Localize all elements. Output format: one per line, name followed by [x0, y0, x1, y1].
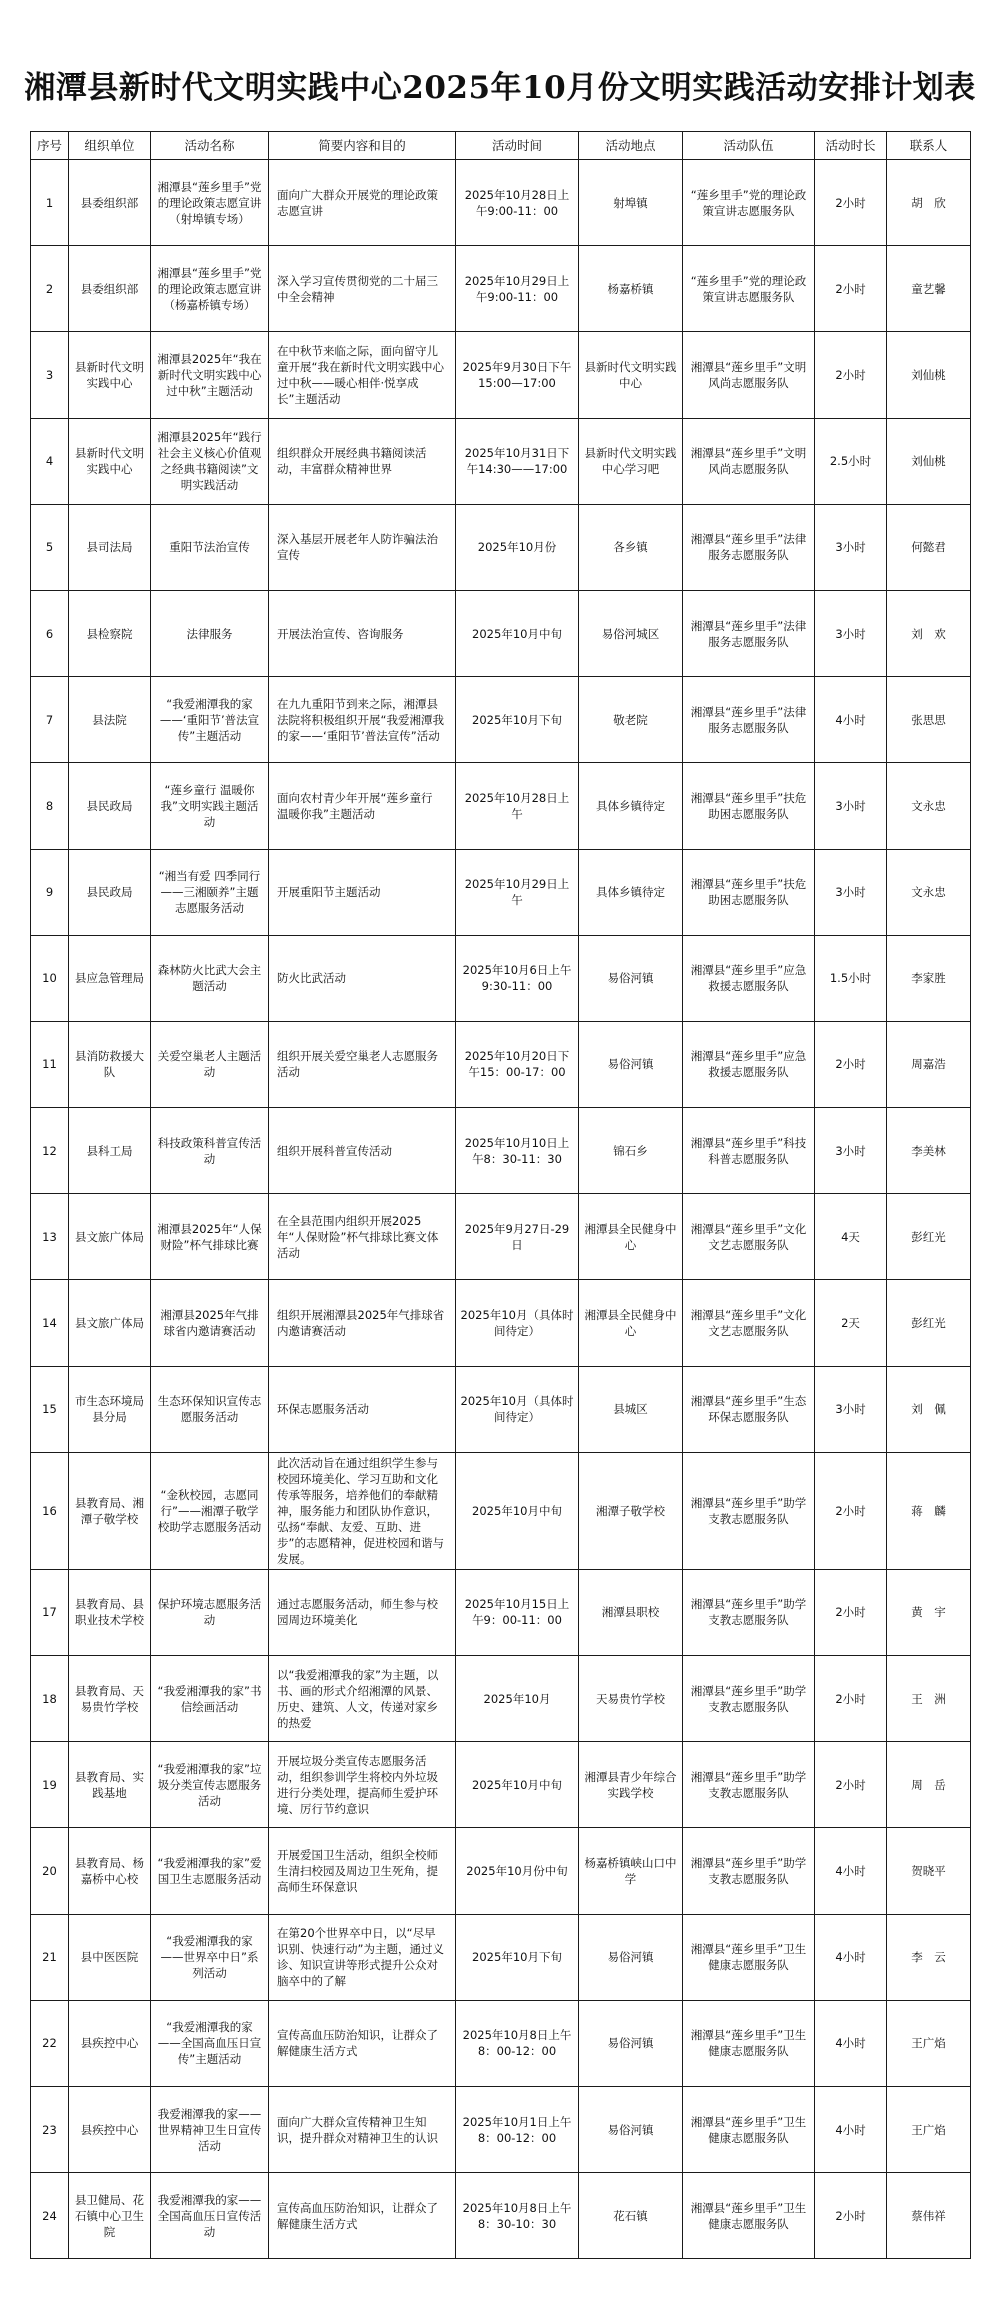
- serial-cell: 3: [31, 332, 69, 418]
- location-cell: 锦石乡: [579, 1108, 683, 1194]
- serial-cell: 6: [31, 590, 69, 676]
- description-cell: 组织开展湘潭县2025年气排球省内邀请赛活动: [269, 1280, 456, 1366]
- activity-name-cell: 关爱空巢老人主题活动: [151, 1021, 269, 1107]
- location-cell: 湘潭县全民健身中心: [579, 1280, 683, 1366]
- activity-name-cell: 湘潭县“莲乡里手”党的理论政策志愿宣讲（杨嘉桥镇专场）: [151, 246, 269, 332]
- serial-cell: 15: [31, 1366, 69, 1452]
- document-title: 湘潭县新时代文明实践中心2025年10月份文明实践活动安排计划表: [24, 70, 976, 106]
- organizer-cell: 县教育局、实践基地: [69, 1742, 151, 1828]
- header-cell: 活动队伍: [683, 132, 815, 160]
- duration-cell: 4小时: [815, 677, 887, 763]
- organizer-cell: 县疾控中心: [69, 2000, 151, 2086]
- table-row: [31, 504, 971, 590]
- activity-time-cell: 2025年10月: [456, 1656, 579, 1742]
- description-cell: 开展重阳节主题活动: [269, 849, 456, 935]
- contact-cell: 张思思: [887, 677, 971, 763]
- table-row: [31, 418, 971, 504]
- header-cell: 联系人: [887, 132, 971, 160]
- activity-time-cell: 2025年10月20日下午15：00-17：00: [456, 1021, 579, 1107]
- description-cell: 以“我爱湘潭我的家”为主题，以书、画的形式介绍湘潭的风景、历史、建筑、人文，传递对家乡的热爱: [269, 1656, 456, 1742]
- location-cell: 湘潭县职校: [579, 1569, 683, 1655]
- duration-cell: 4小时: [815, 2086, 887, 2172]
- activity-name-cell: “我爱湘潭我的家——‘重阳节’普法宣传”主题活动: [151, 677, 269, 763]
- location-cell: 湘潭子敬学校: [579, 1452, 683, 1569]
- activity-time-cell: 2025年10月6日上午9:30-11：00: [456, 935, 579, 1021]
- location-cell: 花石镇: [579, 2173, 683, 2259]
- table-row: [31, 1021, 971, 1107]
- contact-cell: 何懿君: [887, 504, 971, 590]
- activity-name-cell: 重阳节法治宣传: [151, 504, 269, 590]
- activity-name-cell: 湘潭县2025年气排球省内邀请赛活动: [151, 1280, 269, 1366]
- team-cell: 湘潭县“莲乡里手”文明风尚志愿服务队: [683, 418, 815, 504]
- header-cell: 活动时间: [456, 132, 579, 160]
- location-cell: 湘潭县青少年综合实践学校: [579, 1742, 683, 1828]
- activity-name-cell: 生态环保知识宣传志愿服务活动: [151, 1366, 269, 1452]
- contact-cell: 刘仙桃: [887, 418, 971, 504]
- organizer-cell: 县文旅广体局: [69, 1194, 151, 1280]
- duration-cell: 3小时: [815, 1366, 887, 1452]
- activity-name-cell: 森林防火比武大会主题活动: [151, 935, 269, 1021]
- activity-name-cell: “金秋校园，志愿同行”——湘潭子敬学校助学志愿服务活动: [151, 1452, 269, 1569]
- team-cell: 湘潭县“莲乡里手”文明风尚志愿服务队: [683, 332, 815, 418]
- team-cell: 湘潭县“莲乡里手”扶危助困志愿服务队: [683, 763, 815, 849]
- contact-cell: 周嘉浩: [887, 1021, 971, 1107]
- organizer-cell: 县民政局: [69, 763, 151, 849]
- activity-time-cell: 2025年10月10日上午8：30-11：30: [456, 1108, 579, 1194]
- activity-time-cell: 2025年10月8日上午8：30-10：30: [456, 2173, 579, 2259]
- contact-cell: 文永忠: [887, 763, 971, 849]
- description-cell: 在九九重阳节到来之际，湘潭县法院将积极组织开展“我爱湘潭我的家——‘重阳节’普法宣传”活动: [269, 677, 456, 763]
- description-cell: 面向广大群众宣传精神卫生知识，提升群众对精神卫生的认识: [269, 2086, 456, 2172]
- organizer-cell: 县文旅广体局: [69, 1280, 151, 1366]
- activity-name-cell: 科技政策科普宣传活动: [151, 1108, 269, 1194]
- activity-time-cell: 2025年10月31日下午14:30——17:00: [456, 418, 579, 504]
- duration-cell: 2小时: [815, 1656, 887, 1742]
- duration-cell: 2小时: [815, 1452, 887, 1569]
- team-cell: 湘潭县“莲乡里手”文化文艺志愿服务队: [683, 1280, 815, 1366]
- location-cell: 各乡镇: [579, 504, 683, 590]
- table-row: [31, 849, 971, 935]
- duration-cell: 4天: [815, 1194, 887, 1280]
- table-row: [31, 1828, 971, 1914]
- activity-name-cell: “我爱湘潭我的家——全国高血压日宣传”主题活动: [151, 2000, 269, 2086]
- table-row: [31, 1742, 971, 1828]
- activity-name-cell: “我爱湘潭我的家”爱国卫生志愿服务活动: [151, 1828, 269, 1914]
- activity-name-cell: 保护环境志愿服务活动: [151, 1569, 269, 1655]
- location-cell: 易俗河镇: [579, 2000, 683, 2086]
- team-cell: 湘潭县“莲乡里手”法律服务志愿服务队: [683, 677, 815, 763]
- activity-time-cell: 2025年10月下旬: [456, 677, 579, 763]
- table-row: [31, 677, 971, 763]
- description-cell: 在全县范围内组织开展2025年“人保财险”杯气排球比赛文体活动: [269, 1194, 456, 1280]
- serial-cell: 23: [31, 2086, 69, 2172]
- location-cell: 具体乡镇待定: [579, 763, 683, 849]
- description-cell: 在中秋节来临之际，面向留守儿童开展“我在新时代文明实践中心过中秋——暖心相伴·悦享成长”主题活动: [269, 332, 456, 418]
- duration-cell: 3小时: [815, 590, 887, 676]
- location-cell: 易俗河镇: [579, 935, 683, 1021]
- activity-time-cell: 2025年10月15日上午9：00-11：00: [456, 1569, 579, 1655]
- serial-cell: 21: [31, 1914, 69, 2000]
- serial-cell: 13: [31, 1194, 69, 1280]
- duration-cell: 4小时: [815, 2000, 887, 2086]
- team-cell: 湘潭县“莲乡里手”应急救援志愿服务队: [683, 1021, 815, 1107]
- activity-name-cell: 法律服务: [151, 590, 269, 676]
- activity-name-cell: “莲乡童行 温暖你我”文明实践主题活动: [151, 763, 269, 849]
- table-row: [31, 590, 971, 676]
- activity-time-cell: 2025年10月中旬: [456, 1452, 579, 1569]
- table-body: [31, 160, 971, 2259]
- organizer-cell: 县教育局、湘潭子敬学校: [69, 1452, 151, 1569]
- team-cell: 湘潭县“莲乡里手”应急救援志愿服务队: [683, 935, 815, 1021]
- organizer-cell: 县消防救援大队: [69, 1021, 151, 1107]
- duration-cell: 3小时: [815, 504, 887, 590]
- team-cell: 湘潭县“莲乡里手”法律服务志愿服务队: [683, 504, 815, 590]
- description-cell: 组织开展关爱空巢老人志愿服务活动: [269, 1021, 456, 1107]
- organizer-cell: 县中医医院: [69, 1914, 151, 2000]
- activity-plan-table: [30, 131, 971, 2259]
- team-cell: 湘潭县“莲乡里手”卫生健康志愿服务队: [683, 2086, 815, 2172]
- activity-name-cell: 我爱湘潭我的家——全国高血压日宣传活动: [151, 2173, 269, 2259]
- team-cell: 湘潭县“莲乡里手”助学支教志愿服务队: [683, 1742, 815, 1828]
- description-cell: 面向广大群众开展党的理论政策志愿宣讲: [269, 160, 456, 246]
- serial-cell: 14: [31, 1280, 69, 1366]
- contact-cell: 王广焰: [887, 2086, 971, 2172]
- organizer-cell: 县民政局: [69, 849, 151, 935]
- activity-name-cell: “湘当有爱 四季同行——三湘颐养”主题志愿服务活动: [151, 849, 269, 935]
- description-cell: 防火比武活动: [269, 935, 456, 1021]
- description-cell: 开展法治宣传、咨询服务: [269, 590, 456, 676]
- organizer-cell: 县委组织部: [69, 160, 151, 246]
- serial-cell: 24: [31, 2173, 69, 2259]
- location-cell: 县城区: [579, 1366, 683, 1452]
- description-cell: 在第20个世界卒中日，以“尽早识别、快速行动”为主题，通过义诊、知识宣讲等形式提升公众对脑卒中的了解: [269, 1914, 456, 2000]
- description-cell: 此次活动旨在通过组织学生参与校园环境美化、学习互助和文化传承等服务，培养他们的奉献精神，服务能力和团队协作意识，弘扬“奉献、友爱、互助、进步”的志愿精神，促进校园和谐与发展。: [269, 1452, 456, 1569]
- team-cell: 湘潭县“莲乡里手”科技科普志愿服务队: [683, 1108, 815, 1194]
- team-cell: 湘潭县“莲乡里手”卫生健康志愿服务队: [683, 2173, 815, 2259]
- organizer-cell: 县教育局、天易贵竹学校: [69, 1656, 151, 1742]
- serial-cell: 8: [31, 763, 69, 849]
- activity-time-cell: 2025年10月份: [456, 504, 579, 590]
- duration-cell: 3小时: [815, 763, 887, 849]
- organizer-cell: 县委组织部: [69, 246, 151, 332]
- header-cell: 活动名称: [151, 132, 269, 160]
- serial-cell: 2: [31, 246, 69, 332]
- table-row: [31, 1280, 971, 1366]
- table-row: [31, 246, 971, 332]
- organizer-cell: 县法院: [69, 677, 151, 763]
- duration-cell: 2小时: [815, 2173, 887, 2259]
- organizer-cell: 县检察院: [69, 590, 151, 676]
- description-cell: 深入学习宣传贯彻党的二十届三中全会精神: [269, 246, 456, 332]
- team-cell: 湘潭县“莲乡里手”文化文艺志愿服务队: [683, 1194, 815, 1280]
- activity-time-cell: 2025年10月（具体时间待定）: [456, 1366, 579, 1452]
- contact-cell: 彭红光: [887, 1280, 971, 1366]
- description-cell: 宣传高血压防治知识，让群众了解健康生活方式: [269, 2173, 456, 2259]
- location-cell: 射埠镇: [579, 160, 683, 246]
- table-row: [31, 332, 971, 418]
- contact-cell: 胡 欣: [887, 160, 971, 246]
- activity-name-cell: 湘潭县“莲乡里手”党的理论政策志愿宣讲（射埠镇专场）: [151, 160, 269, 246]
- contact-cell: 周 岳: [887, 1742, 971, 1828]
- location-cell: 易俗河镇: [579, 1021, 683, 1107]
- table-row: [31, 1366, 971, 1452]
- table-header-row: [31, 132, 971, 160]
- activity-time-cell: 2025年10月29日上午: [456, 849, 579, 935]
- duration-cell: 3小时: [815, 849, 887, 935]
- location-cell: 天易贵竹学校: [579, 1656, 683, 1742]
- activity-name-cell: 湘潭县2025年“我在新时代文明实践中心过中秋”主题活动: [151, 332, 269, 418]
- team-cell: 湘潭县“莲乡里手”助学支教志愿服务队: [683, 1656, 815, 1742]
- team-cell: 湘潭县“莲乡里手”法律服务志愿服务队: [683, 590, 815, 676]
- table-row: [31, 1108, 971, 1194]
- serial-cell: 9: [31, 849, 69, 935]
- header-cell: 组织单位: [69, 132, 151, 160]
- contact-cell: 蒋 麟: [887, 1452, 971, 1569]
- location-cell: 县新时代文明实践中心学习吧: [579, 418, 683, 504]
- contact-cell: 李家胜: [887, 935, 971, 1021]
- organizer-cell: 县新时代文明实践中心: [69, 418, 151, 504]
- activity-time-cell: 2025年10月8日上午8：00-12：00: [456, 2000, 579, 2086]
- serial-cell: 16: [31, 1452, 69, 1569]
- duration-cell: 2小时: [815, 1742, 887, 1828]
- organizer-cell: 县新时代文明实践中心: [69, 332, 151, 418]
- activity-time-cell: 2025年10月28日上午: [456, 763, 579, 849]
- serial-cell: 4: [31, 418, 69, 504]
- activity-name-cell: “我爱湘潭我的家”垃圾分类宣传志愿服务活动: [151, 1742, 269, 1828]
- description-cell: 面向农村青少年开展“莲乡童行 温暖你我”主题活动: [269, 763, 456, 849]
- duration-cell: 2小时: [815, 1569, 887, 1655]
- table-row: [31, 2000, 971, 2086]
- description-cell: 通过志愿服务活动，师生参与校园周边环境美化: [269, 1569, 456, 1655]
- serial-cell: 5: [31, 504, 69, 590]
- contact-cell: 刘 佩: [887, 1366, 971, 1452]
- description-cell: 开展垃圾分类宣传志愿服务活动，组织参训学生将校内外垃圾进行分类处理，提高师生爱护环境、厉行节约意识: [269, 1742, 456, 1828]
- team-cell: “莲乡里手”党的理论政策宣讲志愿服务队: [683, 246, 815, 332]
- activity-time-cell: 2025年10月1日上午8：00-12：00: [456, 2086, 579, 2172]
- serial-cell: 7: [31, 677, 69, 763]
- contact-cell: 李 云: [887, 1914, 971, 2000]
- table-row: [31, 1914, 971, 2000]
- duration-cell: 2小时: [815, 1021, 887, 1107]
- table-row: [31, 2173, 971, 2259]
- contact-cell: 黄 宇: [887, 1569, 971, 1655]
- duration-cell: 4小时: [815, 1914, 887, 2000]
- activity-name-cell: “我爱湘潭我的家——世界卒中日”系列活动: [151, 1914, 269, 2000]
- organizer-cell: 县应急管理局: [69, 935, 151, 1021]
- organizer-cell: 县教育局、县职业技术学校: [69, 1569, 151, 1655]
- organizer-cell: 县疾控中心: [69, 2086, 151, 2172]
- duration-cell: 2小时: [815, 332, 887, 418]
- activity-time-cell: 2025年9月27日-29日: [456, 1194, 579, 1280]
- team-cell: “莲乡里手”党的理论政策宣讲志愿服务队: [683, 160, 815, 246]
- table-row: [31, 2086, 971, 2172]
- description-cell: 组织群众开展经典书籍阅读活动，丰富群众精神世界: [269, 418, 456, 504]
- description-cell: 开展爱国卫生活动，组织全校师生清扫校园及周边卫生死角，提高师生环保意识: [269, 1828, 456, 1914]
- activity-name-cell: 湘潭县2025年“人保财险”杯气排球比赛: [151, 1194, 269, 1280]
- activity-time-cell: 2025年10月下旬: [456, 1914, 579, 2000]
- location-cell: 县新时代文明实践中心: [579, 332, 683, 418]
- organizer-cell: 县科工局: [69, 1108, 151, 1194]
- serial-cell: 12: [31, 1108, 69, 1194]
- contact-cell: 李美林: [887, 1108, 971, 1194]
- table-row: [31, 935, 971, 1021]
- team-cell: 湘潭县“莲乡里手”助学支教志愿服务队: [683, 1569, 815, 1655]
- location-cell: 杨嘉桥镇: [579, 246, 683, 332]
- contact-cell: 贺晓平: [887, 1828, 971, 1914]
- location-cell: 易俗河镇: [579, 1914, 683, 2000]
- duration-cell: 2天: [815, 1280, 887, 1366]
- activity-name-cell: 湘潭县2025年“践行社会主义核心价值观之经典书籍阅读”文明实践活动: [151, 418, 269, 504]
- serial-cell: 22: [31, 2000, 69, 2086]
- location-cell: 具体乡镇待定: [579, 849, 683, 935]
- description-cell: 宣传高血压防治知识，让群众了解健康生活方式: [269, 2000, 456, 2086]
- description-cell: 环保志愿服务活动: [269, 1366, 456, 1452]
- contact-cell: 刘 欢: [887, 590, 971, 676]
- header-cell: 活动时长: [815, 132, 887, 160]
- location-cell: 易俗河城区: [579, 590, 683, 676]
- serial-cell: 19: [31, 1742, 69, 1828]
- table-row: [31, 160, 971, 246]
- header-cell: 序号: [31, 132, 69, 160]
- duration-cell: 4小时: [815, 1828, 887, 1914]
- team-cell: 湘潭县“莲乡里手”生态环保志愿服务队: [683, 1366, 815, 1452]
- duration-cell: 3小时: [815, 1108, 887, 1194]
- activity-name-cell: “我爱湘潭我的家”书信绘画活动: [151, 1656, 269, 1742]
- contact-cell: 王广焰: [887, 2000, 971, 2086]
- table-row: [31, 1452, 971, 1569]
- location-cell: 杨嘉桥镇峡山口中学: [579, 1828, 683, 1914]
- header-cell: 活动地点: [579, 132, 683, 160]
- team-cell: 湘潭县“莲乡里手”助学支教志愿服务队: [683, 1828, 815, 1914]
- contact-cell: 王 洲: [887, 1656, 971, 1742]
- table-row: [31, 763, 971, 849]
- description-cell: 组织开展科普宣传活动: [269, 1108, 456, 1194]
- activity-time-cell: 2025年10月份中旬: [456, 1828, 579, 1914]
- duration-cell: 2小时: [815, 246, 887, 332]
- team-cell: 湘潭县“莲乡里手”卫生健康志愿服务队: [683, 1914, 815, 2000]
- team-cell: 湘潭县“莲乡里手”助学支教志愿服务队: [683, 1452, 815, 1569]
- organizer-cell: 县卫健局、花石镇中心卫生院: [69, 2173, 151, 2259]
- contact-cell: 文永忠: [887, 849, 971, 935]
- team-cell: 湘潭县“莲乡里手”扶危助困志愿服务队: [683, 849, 815, 935]
- activity-time-cell: 2025年10月28日上午9:00-11：00: [456, 160, 579, 246]
- serial-cell: 10: [31, 935, 69, 1021]
- serial-cell: 18: [31, 1656, 69, 1742]
- activity-name-cell: 我爱湘潭我的家——世界精神卫生日宣传活动: [151, 2086, 269, 2172]
- serial-cell: 17: [31, 1569, 69, 1655]
- table-row: [31, 1194, 971, 1280]
- location-cell: 易俗河镇: [579, 2086, 683, 2172]
- team-cell: 湘潭县“莲乡里手”卫生健康志愿服务队: [683, 2000, 815, 2086]
- organizer-cell: 市生态环境局县分局: [69, 1366, 151, 1452]
- serial-cell: 11: [31, 1021, 69, 1107]
- activity-time-cell: 2025年10月中旬: [456, 1742, 579, 1828]
- duration-cell: 2.5小时: [815, 418, 887, 504]
- contact-cell: 蔡伟祥: [887, 2173, 971, 2259]
- activity-time-cell: 2025年10月29日上午9:00-11：00: [456, 246, 579, 332]
- activity-time-cell: 2025年10月（具体时间待定）: [456, 1280, 579, 1366]
- header-cell: 简要内容和目的: [269, 132, 456, 160]
- contact-cell: 刘仙桃: [887, 332, 971, 418]
- table-row: [31, 1569, 971, 1655]
- duration-cell: 1.5小时: [815, 935, 887, 1021]
- contact-cell: 童艺馨: [887, 246, 971, 332]
- serial-cell: 20: [31, 1828, 69, 1914]
- location-cell: 湘潭县全民健身中心: [579, 1194, 683, 1280]
- activity-time-cell: 2025年9月30日下午15:00—17:00: [456, 332, 579, 418]
- organizer-cell: 县司法局: [69, 504, 151, 590]
- serial-cell: 1: [31, 160, 69, 246]
- location-cell: 敬老院: [579, 677, 683, 763]
- organizer-cell: 县教育局、杨嘉桥中心校: [69, 1828, 151, 1914]
- description-cell: 深入基层开展老年人防诈骗法治宣传: [269, 504, 456, 590]
- contact-cell: 彭红光: [887, 1194, 971, 1280]
- table-row: [31, 1656, 971, 1742]
- activity-time-cell: 2025年10月中旬: [456, 590, 579, 676]
- duration-cell: 2小时: [815, 160, 887, 246]
